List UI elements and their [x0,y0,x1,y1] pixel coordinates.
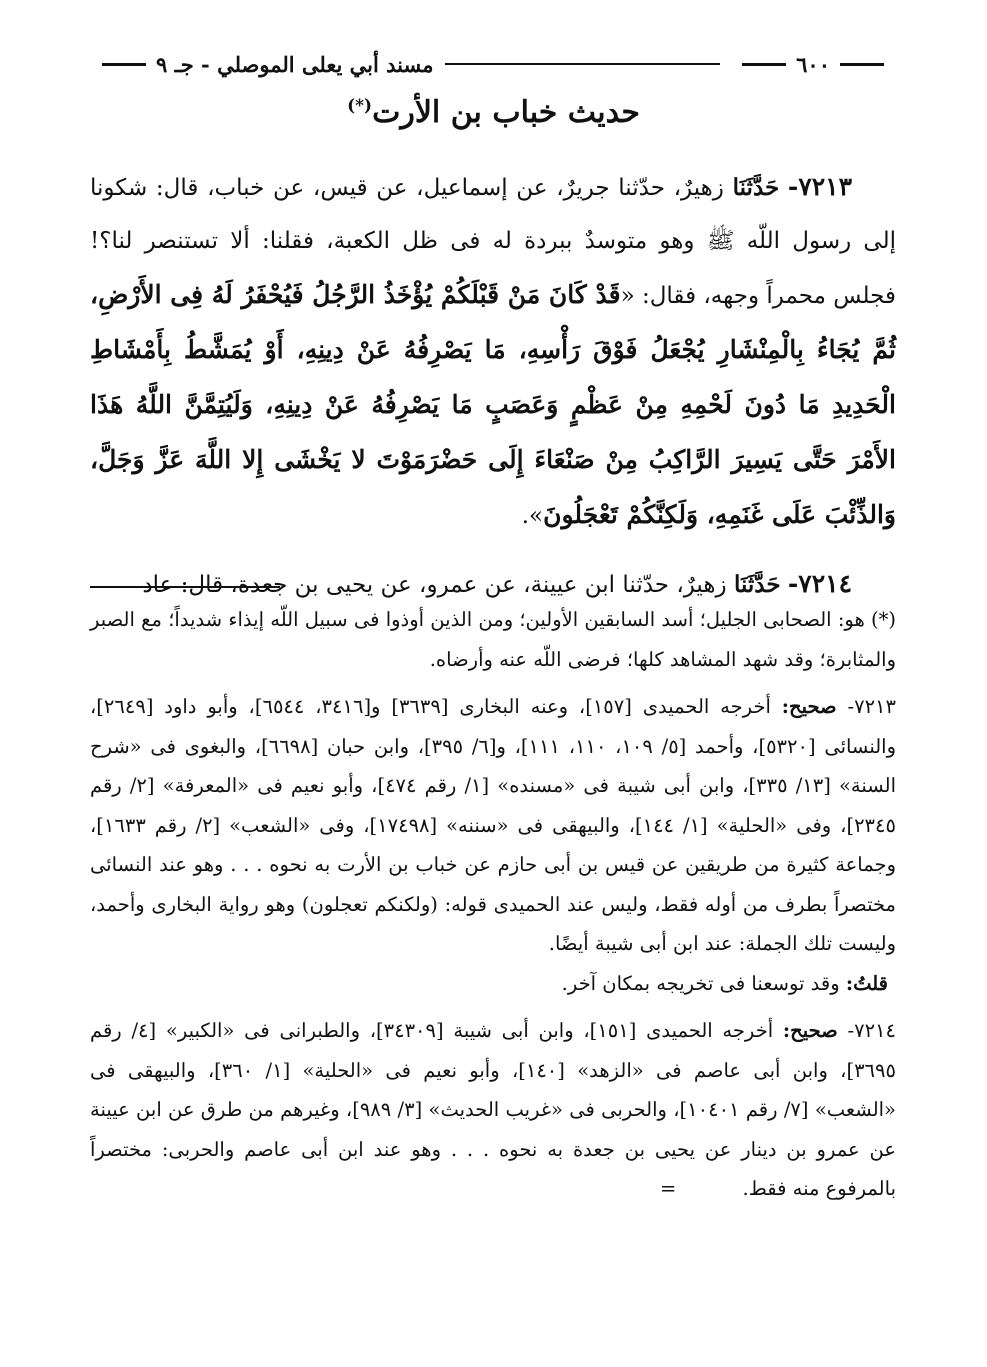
hadith-isnad: زهيرٌ، حدّثنا جريرٌ، عن إسماعيل، عن قيس، عن خباب، قال: شكونا إلى رسول اللّه ﷺ وهو متوسدٌ ببردة له فى ظل الكعبة، فقلنا: ألا تستنصر لنا؟! فجلس محمراً وجهه، فقال: « [90,175,896,309]
footnote-text: أخرجه الحميدى [١٥١]، وابن أبى شيبة [٣٤٣٠٩]، والطبرانى فى «الكبير» [٤/ رقم ٣٦٩٥]، وابن أبى عاصم فى «الزهد» [١٤٠]، وأبو نعيم فى «الحلية» [١/ ٣٦٠]، والبيهقى فى «الشعب» [٧/ رقم ١٠٤٠١]، والحربى فى «غريب الحديث» [٣/ ٩٨٩]، وغيرهم من طرق عن ابن عيينة عن عمرو بن دينار عن يحيى بن جعدة به نحوه . . . وهو عند ابن أبى عاصم والحربى: مختصراً بالمرفوع منه فقط. [90,1019,896,1200]
header-rule [445,63,720,65]
hadith-number: ٧٢١٣- [787,172,853,201]
footnote-text: أخرجه الحميدى [١٥٧]، وعنه البخارى [٣٦٣٩] و[٣٤١٦، ٦٥٤٤]، وأبو داود [٢٦٤٩]، والنسائى [٥٣٢٠]، وأحمد [٥/ ١٠٩، ١١٠، ١١١]، و[٦/ ٣٩٥]، وابن حبان [٦٦٩٨]، والبغوى فى «شرح السنة» [١٣/ ٣٣٥]، وابن أبى شيبة فى «مسنده» [١/ رقم ٤٧٤]، وأبو نعيم فى «المعرفة» [٢/ رقم ٢٣٤٥]، وفى «الحلية» [١/ ١٤٤]، والبيهقى فى «سننه» [١٧٤٩٨]، وفى «الشعب» [٢/ رقم ١٦٣٣]، وجماعة كثيرة من طريقين عن قيس بن أبى حازم عن خباب بن الأرت به نحوه . . . وهو عند النسائى مختصراً بطرف من أوله فقط، وليس عند الحميدى قوله: (ولكنكم تعجلون) وهو رواية البخارى وأحمد، وليست تلك الجملة: عند ابن أبى شيبة أيضًا. [90,695,897,955]
footnote-grade: صحيح: [782,1019,838,1042]
footnote-number: ٧٢١٣- [847,695,896,718]
footnote-star [90,600,896,679]
qult-text: وقد توسعنا فى تخريجه بمكان آخر. [561,971,840,995]
header-dash [840,63,884,66]
header-dash [102,63,146,66]
chapter-title [0,95,987,130]
footnote-star-text: هو: الصحابى الجليل؛ أسد السابقين الأولين؛ ومن الذين أوذوا فى سبيل اللّه إيذاء شديداً؛ مع الصبر والمثابرة؛ وقد شهد المشاهد كلها؛ فرضى اللّه عنه وأرضاه. [90,608,896,671]
hadith-isnad: زهيرٌ، حدّثنا ابن عيينة، عن عمرو، عن يحيى بن جعدة، قال: عاد [142,572,727,598]
header-dash [742,63,786,66]
footnote-qult [90,964,896,1004]
hadith-matn: قَدْ كَانَ مَنْ قَبْلَكُمْ يُؤْخَذُ الرَّجُلُ فَيُحْفَرُ لَهُ فِى الأَرْضِ، ثُمَّ يُجَاءُ بِالْمِنْشَارِ يُجْعَلُ فَوْقَ رَأْسِهِ، مَا يَصْرِفُهُ عَنْ دِينِهِ، أَوْ يُمَشَّطُ بِأَمْشَاطِ الْحَدِيدِ مَا دُونَ لَحْمِهِ مِنْ عَظْمٍ وَعَصَبٍ مَا يَصْرِفُهُ عَنْ دِينِهِ، وَلَيُتِمَّنَّ اللَّهُ هَذَا الأَمْرَ حَتَّى يَسِيرَ الرَّاكِبُ مِنْ صَنْعَاءَ إِلَى حَضْرَمَوْتَ لا يَخْشَى إِلا اللَّهَ عَزَّ وَجَلَّ، وَالذِّئْبَ عَلَى غَنَمِهِ، وَلَكِنَّكُمْ تَعْجَلُونَ [90,280,896,529]
footnote-7214 [90,1011,896,1209]
hadith-opening: حَدَّثَنَا [732,174,780,201]
main-text [90,160,896,612]
qult-label: قلتُ: [845,971,888,995]
chapter-title-text: حديث خباب بن الأرت [372,95,640,130]
hadith-closing: ». [521,503,544,529]
hadith-number: ٧٢١٤- [787,569,852,598]
hadith-7213 [90,160,896,543]
page-number: ٦٠٠ [796,51,830,77]
continuation-mark: = [660,1177,677,1200]
hadith-opening: حَدَّثَنَا [733,571,781,598]
running-title: مسند أبي يعلى الموصلي - جـ ٩ [156,51,434,77]
footnote-7213 [90,687,896,964]
title-footnote-mark: (*) [347,96,373,116]
running-header [92,44,894,84]
footnote-separator [90,586,280,588]
footnote-star-label: (*) [871,608,896,631]
footnote-number: ٧٢١٤- [847,1019,896,1042]
footnotes [90,600,896,1217]
footnote-grade: صحيح: [781,695,837,718]
